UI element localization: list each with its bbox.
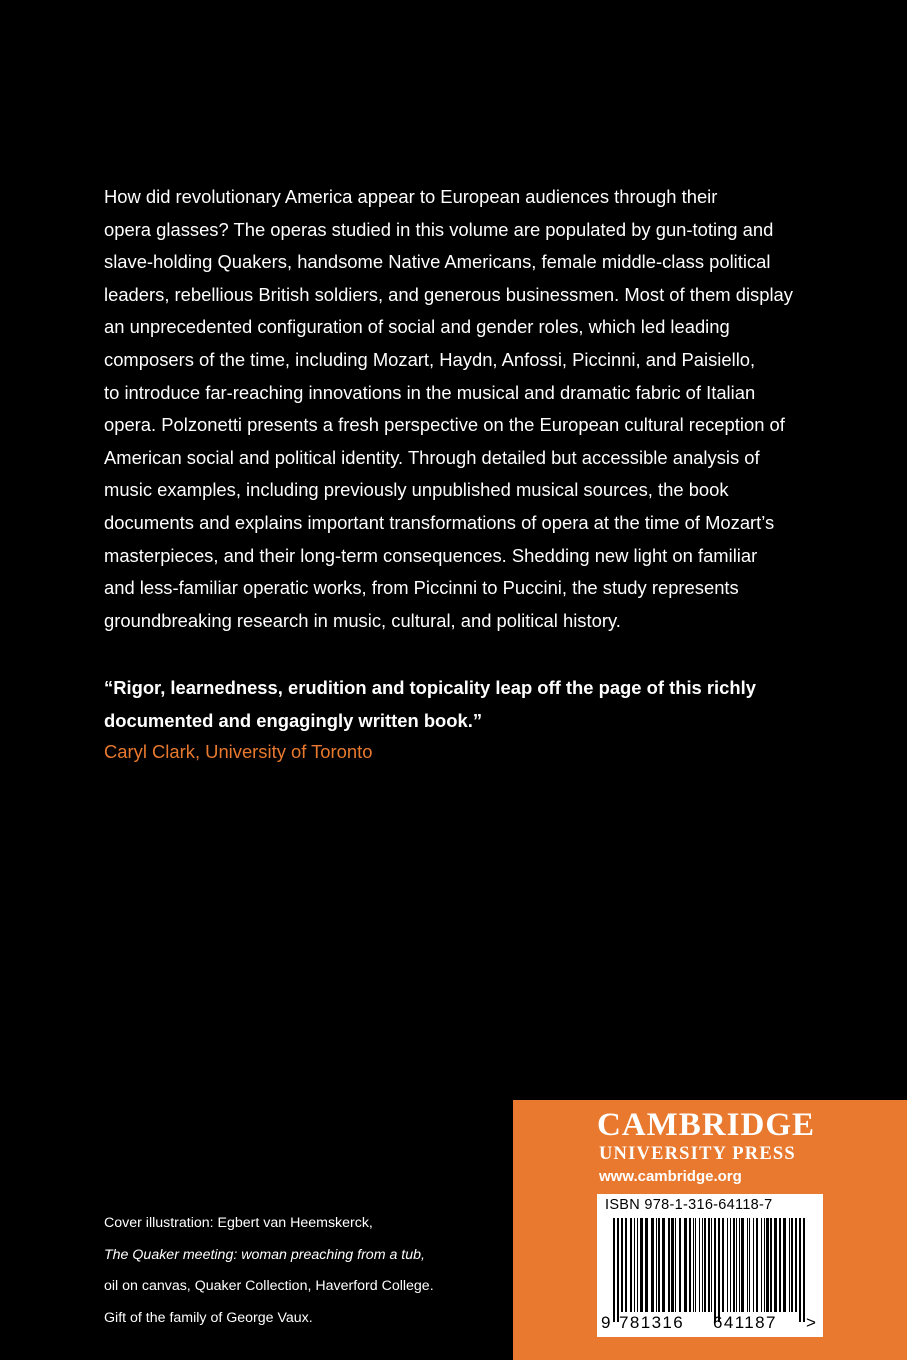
barcode-bar (791, 1218, 793, 1312)
barcode-bar (684, 1218, 687, 1312)
blurb-line: documents and explains important transformations of opera at the time of Mozart’s (104, 511, 775, 533)
barcode-bar (714, 1218, 716, 1322)
barcode-bar (799, 1218, 801, 1322)
barcode (597, 1194, 823, 1337)
barcode-bar (621, 1218, 623, 1312)
barcode-bar (637, 1218, 638, 1312)
barcode-bar (675, 1218, 676, 1312)
cover-credit (104, 1208, 504, 1334)
barcode-bar (617, 1218, 619, 1322)
barcode-bar (711, 1218, 712, 1312)
credit-line (104, 1240, 504, 1272)
barcode-bar (704, 1218, 706, 1312)
barcode-bar (702, 1218, 703, 1312)
credit-line: oil on canvas, Quaker Collection, Haverford College. (104, 1278, 434, 1294)
publisher-url: www.cambridge.org (599, 1168, 742, 1185)
barcode-bar (803, 1218, 805, 1322)
blurb-line: to introduce far-reaching innovations in the musical and dramatic fabric of Italian (104, 381, 756, 403)
barcode-right-digits: 641187 (713, 1313, 777, 1332)
blurb-line: opera glasses? The operas studied in this volume are populated by gun-toting and (104, 218, 774, 240)
barcode-bar (756, 1218, 758, 1312)
barcode-bar (722, 1218, 724, 1312)
barcode-bar (718, 1218, 720, 1322)
barcode-bar (747, 1218, 748, 1312)
review-quote (104, 672, 816, 737)
barcode-bar (761, 1218, 762, 1312)
barcode-bar (774, 1218, 777, 1312)
barcode-bar (695, 1218, 696, 1312)
barcode-bar (656, 1218, 657, 1312)
barcode-bar (634, 1218, 635, 1312)
credit-line: Cover illustration: Egbert van Heemskerck, (104, 1215, 373, 1231)
barcode-bar (733, 1218, 735, 1312)
credit-line: Gift of the family of George Vaux. (104, 1309, 313, 1326)
publisher-panel (513, 1100, 907, 1360)
blurb-line: opera. Polzonetti presents a fresh perspective on the European cultural reception of (104, 414, 785, 436)
barcode-bar (625, 1218, 627, 1312)
blurb-line: and less-familiar operatic works, from Piccinni to Puccini, the study represents (104, 577, 739, 599)
barcode-bar (708, 1218, 710, 1312)
barcode-left-digits: 781316 (619, 1313, 685, 1332)
barcode-bar (764, 1218, 765, 1312)
barcode-bar (727, 1218, 728, 1312)
barcode-bar (630, 1218, 632, 1312)
blurb-line: music examples, including previously unpublished musical sources, the book (104, 479, 729, 501)
barcode-bar (770, 1218, 772, 1312)
barcode-bar (689, 1218, 691, 1312)
quote-attribution: Caryl Clark, University of Toronto (104, 741, 373, 762)
barcode-bar (640, 1218, 643, 1312)
barcode-bar (753, 1218, 754, 1312)
barcode-arrow: > (806, 1313, 818, 1332)
blurb-line: How did revolutionary America appear to European audiences through their (104, 186, 718, 207)
barcode-bar (658, 1218, 660, 1312)
barcode-bar (662, 1218, 665, 1312)
blurb-line: composers of the time, including Mozart, Haydn, Anfossi, Piccinni, and Paisiello, (104, 348, 756, 370)
barcode-bar (795, 1218, 797, 1312)
barcode-bar (736, 1218, 737, 1312)
publisher-name: CAMBRIDGE (597, 1107, 816, 1143)
barcode-bar (730, 1218, 731, 1312)
blurb-line: masterpieces, and their long-term consequences. Shedding new light on familiar (104, 544, 758, 566)
publisher-subtitle: UNIVERSITY PRESS (599, 1144, 796, 1164)
barcode-bar (679, 1218, 681, 1312)
barcode-bar (651, 1218, 654, 1312)
blurb-line: groundbreaking research in music, cultural, and political history. (104, 609, 621, 631)
barcode-bar (645, 1218, 648, 1312)
barcode-bar (779, 1218, 781, 1312)
barcode-bar (766, 1218, 769, 1312)
description-blurb (104, 181, 816, 637)
barcode-bar (739, 1218, 740, 1312)
barcode-bar (699, 1218, 700, 1312)
isbn-label: ISBN 978-1-316-64118-7 (605, 1197, 773, 1213)
quote-line: documented and engagingly written book.” (104, 709, 483, 731)
barcode-bar (613, 1218, 615, 1322)
barcode-first-digit: 9 (601, 1313, 612, 1332)
blurb-line: leaders, rebellious British soldiers, and generous businessmen. Most of them display (104, 283, 793, 305)
barcode-bar (668, 1218, 670, 1312)
barcode-bar (783, 1218, 786, 1312)
barcode-bar (789, 1218, 790, 1312)
barcode-bar (671, 1218, 674, 1312)
blurb-line: slave-holding Quakers, handsome Native Americans, female middle-class political (104, 251, 771, 273)
barcode-bar (749, 1218, 750, 1312)
artwork-title: The Quaker meeting: woman preaching from a tub, (104, 1246, 425, 1263)
blurb-line: an unprecedented configuration of social and gender roles, which led leading (104, 316, 730, 338)
barcode-bar (693, 1218, 694, 1312)
barcode-bar (741, 1218, 744, 1312)
blurb-line: American social and political identity. Through detailed but accessible analysis of (104, 446, 760, 468)
quote-line: “Rigor, learnedness, erudition and topicality leap off the page of this richly (104, 677, 756, 698)
